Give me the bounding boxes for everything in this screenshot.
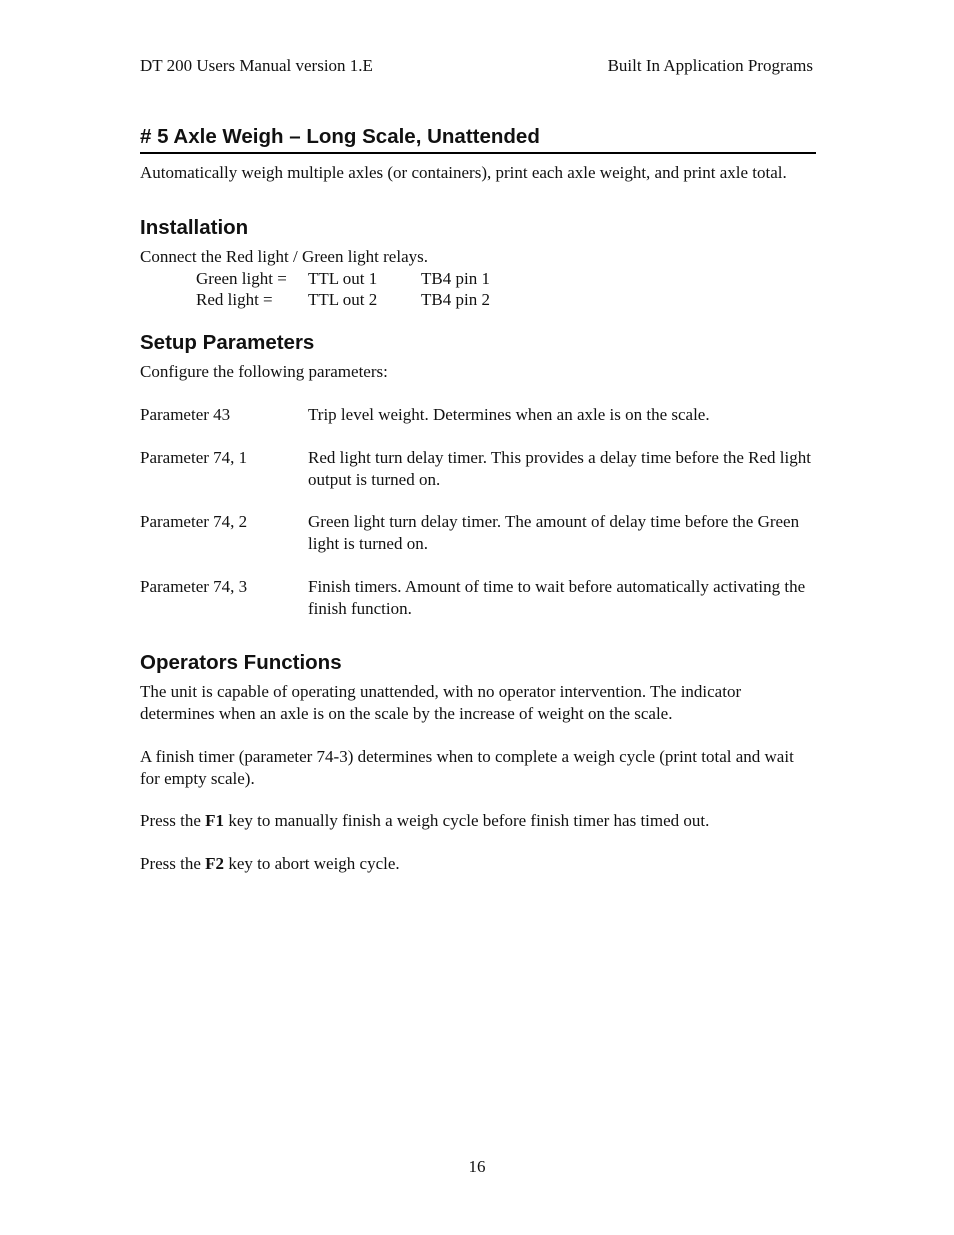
setup-text: Configure the following parameters: [140,362,388,381]
param-desc: Trip level weight. Determines when an axle is on the scale. [308,405,710,424]
installation-label: Green light = [196,269,287,288]
page-title: # 5 Axle Weigh – Long Scale, Unattended [140,125,540,148]
param-desc: Red light turn delay timer. This provides a delay time before the Red light output is turned on. [308,448,811,489]
installation-output: TTL out 1 [308,269,378,288]
operators-paragraph-4 [140,853,816,875]
key-f1: F1 [205,811,225,830]
param-desc: Finish timers. Amount of time to wait before automatically activating the finish function. [308,577,806,618]
title-rule [140,152,816,154]
installation-pin: TB4 pin 2 [421,290,490,309]
intro-paragraph: Automatically weigh multiple axles (or containers), print each axle weight, and print axle total. [140,163,787,182]
param-name: Parameter 74, 2 [140,512,248,531]
installation-pin: TB4 pin 1 [421,269,490,288]
text: key to manually finish a weigh cycle before finish timer has timed out. [224,811,710,830]
page-number: 16 [468,1157,486,1176]
key-f2: F2 [205,854,225,873]
param-desc: Green light turn delay timer. The amount of delay time before the Green light is turned on. [308,512,800,553]
param-name: Parameter 74, 3 [140,577,248,596]
param-name: Parameter 74, 1 [140,448,248,467]
header-left: DT 200 Users Manual version 1.E [140,56,373,75]
text: Press the [140,854,206,873]
installation-output: TTL out 2 [308,290,378,309]
operators-paragraph-3 [140,810,816,832]
installation-label: Red light = [196,290,273,309]
setup-heading: Setup Parameters [140,331,315,354]
installation-text: Connect the Red light / Green light relays. [140,247,428,266]
header-right: Built In Application Programs [607,56,813,75]
text: key to abort weigh cycle. [224,854,400,873]
text: Press the [140,811,206,830]
operators-paragraph-1: The unit is capable of operating unattended, with no operator intervention. The indicator determines when an axle is on the scale by the increase of weight on the scale. [140,682,742,723]
installation-heading: Installation [140,216,249,239]
param-name: Parameter 43 [140,405,231,424]
operators-paragraph-2: A finish timer (parameter 74-3) determines when to complete a weigh cycle (print total and wait for empty scale). [140,747,794,788]
operators-heading: Operators Functions [140,651,342,674]
